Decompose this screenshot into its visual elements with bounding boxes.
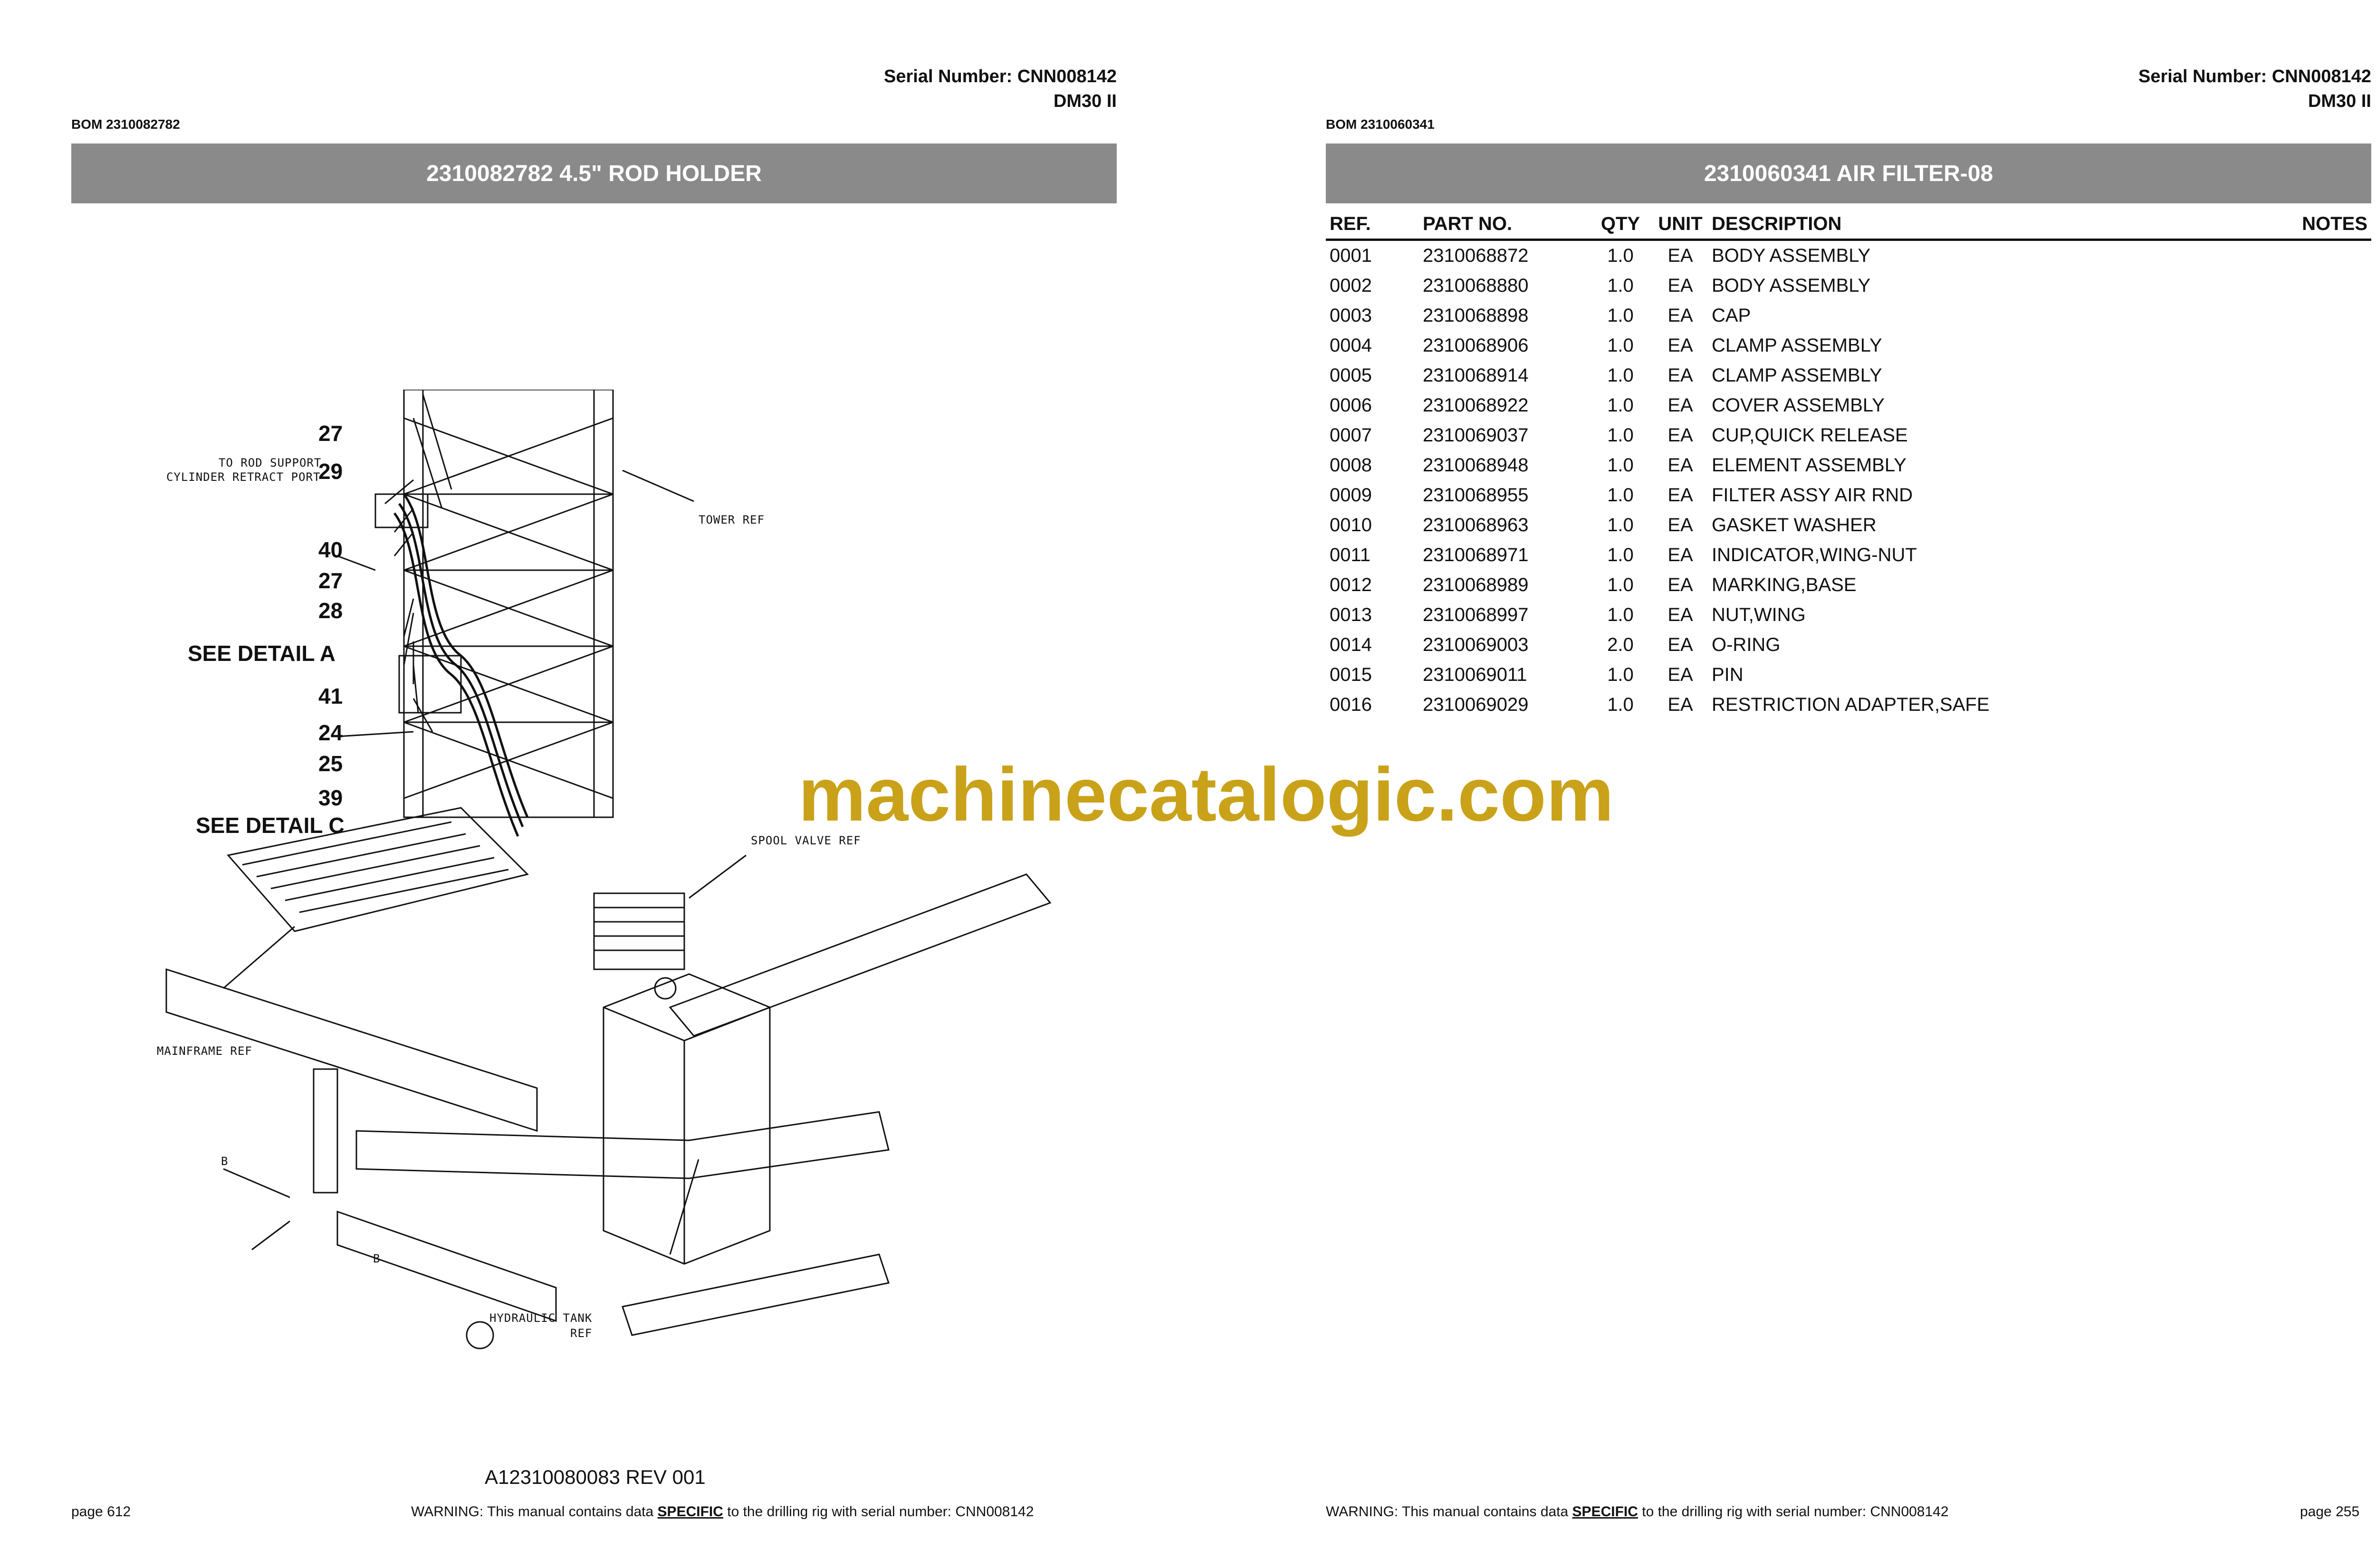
table-row <box>1326 510 2371 540</box>
cell-unit: EA <box>1667 694 1693 715</box>
cell-ref: 0015 <box>1330 664 1372 685</box>
cell-part-no: 2310069029 <box>1423 694 1529 715</box>
callout-40: 40 <box>318 537 343 562</box>
warning-text-post: to the drilling rig with serial number: CNN008142 <box>723 1504 1034 1520</box>
warning-text-post: to the drilling rig with serial number: CNN008142 <box>1638 1504 1949 1520</box>
cell-ref: 0012 <box>1330 574 1372 595</box>
table-header-row <box>1326 209 2371 240</box>
cell-unit: EA <box>1667 604 1693 625</box>
warning-text-emphasis: SPECIFIC <box>1572 1504 1638 1520</box>
drawing-reference: A12310080083 REV 001 <box>485 1466 706 1488</box>
cell-part-no: 2310068880 <box>1423 275 1529 296</box>
cell-unit: EA <box>1667 574 1693 595</box>
table-row <box>1326 630 2371 660</box>
page-title-band <box>71 143 1117 203</box>
warning-text-pre: WARNING: This manual contains data <box>411 1504 658 1520</box>
cell-qty: 1.0 <box>1607 335 1634 356</box>
cell-ref: 0010 <box>1330 515 1372 535</box>
cell-part-no: 2310068914 <box>1423 365 1529 386</box>
cell-description: CUP,QUICK RELEASE <box>1712 425 1908 446</box>
cell-ref: 0014 <box>1330 634 1372 655</box>
cell-notes <box>2236 331 2371 361</box>
table-row <box>1326 361 2371 391</box>
callout-27: 27 <box>318 568 343 593</box>
cell-qty: 1.0 <box>1607 305 1634 326</box>
cell-qty: 1.0 <box>1607 245 1634 266</box>
cell-description: ELEMENT ASSEMBLY <box>1712 455 1907 476</box>
column-header-unit: UNIT <box>1653 209 1708 240</box>
table-row <box>1326 450 2371 480</box>
cell-unit: EA <box>1667 245 1693 266</box>
note-cylinder-retract-port: CYLINDER RETRACT PORT <box>166 470 321 484</box>
cell-notes <box>2236 450 2371 480</box>
table-row <box>1326 660 2371 690</box>
cell-notes <box>2236 391 2371 421</box>
cell-part-no: 2310068948 <box>1423 455 1529 476</box>
cell-description: COVER ASSEMBLY <box>1712 395 1885 416</box>
cell-description: CAP <box>1712 305 1751 326</box>
right-page-number: page 255 <box>2300 1504 2360 1520</box>
cell-notes <box>2236 361 2371 391</box>
watermark: machinecatalogic.com <box>798 752 1614 837</box>
column-header-ref: REF. <box>1326 209 1419 240</box>
cell-unit: EA <box>1667 275 1693 296</box>
cell-notes <box>2236 240 2371 271</box>
table-row <box>1326 301 2371 331</box>
cell-unit: EA <box>1667 305 1693 326</box>
cell-description: MARKING,BASE <box>1712 574 1857 595</box>
cell-qty: 1.0 <box>1607 664 1634 685</box>
parts-table <box>1326 209 2371 720</box>
cell-part-no: 2310068872 <box>1423 245 1529 266</box>
cell-part-no: 2310068922 <box>1423 395 1529 416</box>
cell-notes <box>2236 660 2371 690</box>
cell-description: NUT,WING <box>1712 604 1806 625</box>
table-row <box>1326 271 2371 301</box>
cell-qty: 1.0 <box>1607 545 1634 565</box>
cell-unit: EA <box>1667 365 1693 386</box>
cell-qty: 1.0 <box>1607 694 1634 715</box>
cell-unit: EA <box>1667 664 1693 685</box>
column-header-description: DESCRIPTION <box>1708 209 2236 240</box>
cell-part-no: 2310068955 <box>1423 485 1529 506</box>
cell-notes <box>2236 301 2371 331</box>
warning-text-pre: WARNING: This manual contains data <box>1326 1504 1572 1520</box>
cell-ref: 0008 <box>1330 455 1372 476</box>
callout-see-detail-a: SEE DETAIL A <box>188 641 335 666</box>
cell-notes <box>2236 421 2371 450</box>
cell-ref: 0007 <box>1330 425 1372 446</box>
model-name: DM30 II <box>1053 91 1117 111</box>
cell-description: CLAMP ASSEMBLY <box>1712 335 1882 356</box>
exploded-parts-drawing <box>71 390 1117 1387</box>
cell-notes <box>2236 540 2371 570</box>
cell-qty: 1.0 <box>1607 515 1634 535</box>
cell-description: PIN <box>1712 664 1744 685</box>
cell-notes <box>2236 570 2371 600</box>
cell-ref: 0006 <box>1330 395 1372 416</box>
cell-unit: EA <box>1667 634 1693 655</box>
cell-notes <box>2236 600 2371 630</box>
cell-qty: 1.0 <box>1607 395 1634 416</box>
cell-ref: 0013 <box>1330 604 1372 625</box>
rod-holder-drawing <box>71 390 1117 1387</box>
cell-ref: 0005 <box>1330 365 1372 386</box>
cell-part-no: 2310068906 <box>1423 335 1529 356</box>
cell-description: BODY ASSEMBLY <box>1712 245 1871 266</box>
callout-see-detail-c: SEE DETAIL C <box>196 813 345 838</box>
bom-number: BOM 2310082782 <box>71 117 180 132</box>
warning-text-emphasis: SPECIFIC <box>657 1504 723 1520</box>
cell-qty: 1.0 <box>1607 425 1634 446</box>
cell-notes <box>2236 510 2371 540</box>
cell-ref: 0016 <box>1330 694 1372 715</box>
parts-table-body <box>1326 240 2371 720</box>
cell-unit: EA <box>1667 425 1693 446</box>
page-title: 2310082782 4.5" ROD HOLDER <box>426 161 762 186</box>
table-row <box>1326 690 2371 720</box>
serial-number: Serial Number: CNN008142 <box>2138 67 2371 86</box>
table-row <box>1326 600 2371 630</box>
note-tower-ref: TOWER REF <box>699 513 765 526</box>
cell-description: CLAMP ASSEMBLY <box>1712 365 1882 386</box>
cell-unit: EA <box>1667 455 1693 476</box>
cell-unit: EA <box>1667 515 1693 535</box>
cell-qty: 1.0 <box>1607 455 1634 476</box>
bom-number: BOM 2310060341 <box>1326 117 1435 132</box>
cell-part-no: 2310069003 <box>1423 634 1529 655</box>
cell-qty: 2.0 <box>1607 634 1634 655</box>
serial-number: Serial Number: CNN008142 <box>884 67 1117 86</box>
note-section-b-bottom: B <box>373 1252 381 1265</box>
cell-description: RESTRICTION ADAPTER,SAFE <box>1712 694 1990 715</box>
table-row <box>1326 480 2371 510</box>
note-section-b-top: B <box>221 1155 229 1168</box>
right-footer-warning <box>1326 1504 1949 1520</box>
cell-notes <box>2236 271 2371 301</box>
callout-27-top: 27 <box>318 421 343 446</box>
cell-qty: 1.0 <box>1607 485 1634 506</box>
cell-ref: 0004 <box>1330 335 1372 356</box>
note-hydraulic-tank: HYDRAULIC TANK <box>489 1311 593 1325</box>
callout-24: 24 <box>318 720 343 745</box>
cell-part-no: 2310068997 <box>1423 604 1529 625</box>
cell-ref: 0002 <box>1330 275 1372 296</box>
cell-part-no: 2310069037 <box>1423 425 1529 446</box>
cell-unit: EA <box>1667 335 1693 356</box>
note-mainframe-ref: MAINFRAME REF <box>157 1044 252 1058</box>
cell-part-no: 2310068963 <box>1423 515 1529 535</box>
cell-qty: 1.0 <box>1607 574 1634 595</box>
cell-qty: 1.0 <box>1607 604 1634 625</box>
column-header-part-no: PART NO. <box>1419 209 1588 240</box>
cell-description: BODY ASSEMBLY <box>1712 275 1871 296</box>
table-row <box>1326 391 2371 421</box>
cell-part-no: 2310069011 <box>1423 664 1527 685</box>
cell-qty: 1.0 <box>1607 275 1634 296</box>
table-row <box>1326 570 2371 600</box>
callout-41: 41 <box>318 684 343 708</box>
column-header-notes: NOTES <box>2236 209 2371 240</box>
cell-part-no: 2310068989 <box>1423 574 1529 595</box>
cell-part-no: 2310068971 <box>1423 545 1529 565</box>
table-row <box>1326 331 2371 361</box>
callout-25: 25 <box>318 751 343 776</box>
cell-description: FILTER ASSY AIR RND <box>1712 485 1913 506</box>
cell-notes <box>2236 630 2371 660</box>
note-ref: REF <box>570 1327 593 1340</box>
left-page-number: page 612 <box>71 1504 131 1520</box>
page-title-band <box>1326 143 2371 203</box>
cell-qty: 1.0 <box>1607 365 1634 386</box>
callout-39: 39 <box>318 785 343 810</box>
page-title: 2310060341 AIR FILTER-08 <box>1704 161 1993 186</box>
cell-ref: 0001 <box>1330 245 1372 266</box>
model-name: DM30 II <box>2308 91 2371 111</box>
cell-notes <box>2236 480 2371 510</box>
cell-notes <box>2236 690 2371 720</box>
table-row <box>1326 540 2371 570</box>
cell-ref: 0009 <box>1330 485 1372 506</box>
table-row <box>1326 240 2371 271</box>
cell-description: INDICATOR,WING-NUT <box>1712 545 1917 565</box>
callout-29: 29 <box>318 459 343 484</box>
cell-unit: EA <box>1667 395 1693 416</box>
note-spool-valve-ref: SPOOL VALVE REF <box>751 834 861 847</box>
callout-28: 28 <box>318 598 343 623</box>
cell-description: O-RING <box>1712 634 1781 655</box>
cell-description: GASKET WASHER <box>1712 515 1877 535</box>
left-footer-warning <box>411 1504 1034 1520</box>
cell-part-no: 2310068898 <box>1423 305 1529 326</box>
cell-unit: EA <box>1667 485 1693 506</box>
note-to-rod-support: TO ROD SUPPORT <box>219 456 322 469</box>
cell-ref: 0011 <box>1330 545 1371 565</box>
cell-ref: 0003 <box>1330 305 1372 326</box>
column-header-qty: QTY <box>1588 209 1653 240</box>
table-row <box>1326 421 2371 450</box>
cell-unit: EA <box>1667 545 1693 565</box>
